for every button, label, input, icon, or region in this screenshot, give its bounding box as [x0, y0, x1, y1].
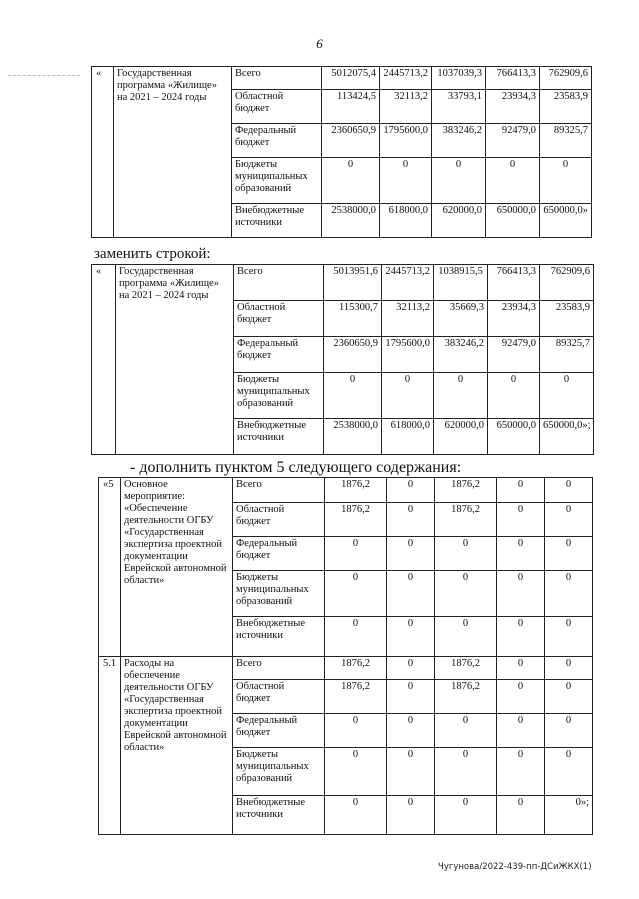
- table-cell: 1038915,5: [434, 265, 488, 301]
- table-cell: 0: [497, 537, 545, 571]
- funding-source: Бюджеты муниципальных образований: [232, 158, 322, 204]
- table-cell: 650000,0: [488, 419, 540, 455]
- table-cell: 0: [325, 617, 387, 657]
- table-cell: 0: [497, 680, 545, 714]
- table-cell: 0: [497, 503, 545, 537]
- replace-heading: заменить строкой:: [94, 246, 211, 262]
- funding-source: Всего: [232, 67, 322, 90]
- table-cell: 0: [545, 657, 593, 680]
- table-cell: 383246,2: [434, 337, 488, 373]
- table-cell: 23583,9: [540, 90, 592, 124]
- funding-source: Всего: [234, 265, 324, 301]
- table-cell: 0: [387, 680, 435, 714]
- table-cell: 618000,0: [380, 204, 432, 238]
- table-cell: 0: [324, 373, 382, 419]
- table-cell: 0: [497, 617, 545, 657]
- table-cell: 0: [435, 537, 497, 571]
- funding-source: Федеральный бюджет: [233, 537, 325, 571]
- table-cell: 618000,0: [382, 419, 434, 455]
- table-cell: 620000,0: [432, 204, 486, 238]
- funding-source: Федеральный бюджет: [234, 337, 324, 373]
- table-cell: 0: [325, 714, 387, 748]
- table-cell: 5013951,6: [324, 265, 382, 301]
- table-cell: 0: [434, 373, 488, 419]
- funding-source: Внебюджетные источники: [233, 617, 325, 657]
- table-cell: 0: [545, 680, 593, 714]
- table-cell: 0: [545, 748, 593, 796]
- table-cell: 115300,7: [324, 301, 382, 337]
- table-cell: 1876,2: [325, 503, 387, 537]
- table-cell: 2538000,0: [322, 204, 380, 238]
- table-cell: 32113,2: [382, 301, 434, 337]
- funding-source: Областной бюджет: [233, 680, 325, 714]
- table-cell: 762909,6: [540, 265, 594, 301]
- funding-source: Областной бюджет: [233, 503, 325, 537]
- table-cell: 89325,7: [540, 337, 594, 373]
- table-cell: 2360650,9: [322, 124, 380, 158]
- funding-source: Внебюджетные источники: [232, 204, 322, 238]
- table-cell: 0: [497, 748, 545, 796]
- replacement-program-table: [91, 264, 594, 455]
- table-cell: 762909,6: [540, 67, 592, 90]
- table-cell: 1876,2: [435, 657, 497, 680]
- table-cell: 0: [387, 478, 435, 503]
- table-cell: 0: [497, 478, 545, 503]
- table-cell: 0: [545, 571, 593, 617]
- table-cell: 0: [545, 503, 593, 537]
- table-cell: 0: [497, 714, 545, 748]
- row-marker: «: [92, 265, 116, 455]
- table-cell: 0: [387, 748, 435, 796]
- table-cell: 33793,1: [432, 90, 486, 124]
- table-cell: 35669,3: [434, 301, 488, 337]
- funding-source: Бюджеты муниципальных образований: [234, 373, 324, 419]
- item-name: Основное мероприятие: «Обеспечение деятельности ОГБУ «Государственная экспертиза проектной документации Еврейской автономной области»: [121, 478, 233, 657]
- document-footer: Чугунова/2022-439-пп-ДСиЖКХ(1): [438, 862, 592, 872]
- table-cell: 0: [432, 158, 486, 204]
- table-cell: 0: [382, 373, 434, 419]
- table-cell: 5012075,4: [322, 67, 380, 90]
- original-program-table: [91, 66, 592, 238]
- table-cell: 0: [387, 571, 435, 617]
- table-cell: 0: [545, 478, 593, 503]
- table-cell: 92479,0: [488, 337, 540, 373]
- table-cell: 1876,2: [325, 478, 387, 503]
- table-cell: 89325,7: [540, 124, 592, 158]
- program-name: Государственная программа «Жилище» на 2021 – 2024 годы: [116, 265, 234, 455]
- funding-source: Внебюджетные источники: [234, 419, 324, 455]
- table-cell: 1795600,0: [382, 337, 434, 373]
- table-cell: 23934,3: [486, 90, 540, 124]
- row-marker: «: [92, 67, 114, 238]
- table-cell: 766413,3: [488, 265, 540, 301]
- table-cell: 1876,2: [435, 478, 497, 503]
- table-cell: 2445713,2: [382, 265, 434, 301]
- table-cell: 0: [380, 158, 432, 204]
- table-cell: 0: [435, 796, 497, 835]
- table-cell: 0: [435, 748, 497, 796]
- item-name: Расходы на обеспечение деятельности ОГБУ «Государственная экспертиза проектной документации Еврейской автономной области»: [121, 657, 233, 835]
- table-cell: 1876,2: [435, 503, 497, 537]
- table-cell: 650000,0»;: [540, 419, 594, 455]
- table-cell: 1876,2: [325, 657, 387, 680]
- table-cell: 0: [545, 617, 593, 657]
- table-cell: 0: [540, 373, 594, 419]
- table-cell: 0: [545, 537, 593, 571]
- table-cell: 0: [387, 657, 435, 680]
- table-cell: 0: [387, 503, 435, 537]
- table-cell: 0: [488, 373, 540, 419]
- row-marker: «5: [99, 478, 121, 657]
- table-cell: 2538000,0: [324, 419, 382, 455]
- table-cell: 0»;: [545, 796, 593, 835]
- funding-source: Бюджеты муниципальных образований: [233, 748, 325, 796]
- table-cell: 0: [540, 158, 592, 204]
- table-cell: 0: [497, 657, 545, 680]
- table-cell: 0: [387, 714, 435, 748]
- table-cell: 0: [325, 571, 387, 617]
- funding-source: Областной бюджет: [234, 301, 324, 337]
- table-cell: 0: [325, 537, 387, 571]
- table-cell: 23583,9: [540, 301, 594, 337]
- table-cell: 0: [387, 617, 435, 657]
- funding-source: Федеральный бюджет: [233, 714, 325, 748]
- table-cell: 0: [325, 796, 387, 835]
- table-cell: 0: [435, 617, 497, 657]
- table-cell: 0: [497, 796, 545, 835]
- table-cell: 0: [387, 537, 435, 571]
- table-cell: 650000,0: [486, 204, 540, 238]
- table-cell: 0: [545, 714, 593, 748]
- program-name: Государственная программа «Жилище» на 2021 – 2024 годы: [114, 67, 232, 238]
- funding-source: Внебюджетные источники: [233, 796, 325, 835]
- table-cell: 1795600,0: [380, 124, 432, 158]
- table-cell: 0: [322, 158, 380, 204]
- table-cell: 113424,5: [322, 90, 380, 124]
- table-cell: 0: [325, 748, 387, 796]
- funding-source: Бюджеты муниципальных образований: [233, 571, 325, 617]
- table-cell: 650000,0»: [540, 204, 592, 238]
- page-number: 6: [316, 36, 323, 51]
- row-marker: 5.1: [99, 657, 121, 835]
- table-cell: 383246,2: [432, 124, 486, 158]
- table-cell: 0: [435, 571, 497, 617]
- table-cell: 1037039,3: [432, 67, 486, 90]
- table-cell: 32113,2: [380, 90, 432, 124]
- table-cell: 766413,3: [486, 67, 540, 90]
- table-cell: 23934,3: [488, 301, 540, 337]
- table-cell: 0: [387, 796, 435, 835]
- funding-source: Областной бюджет: [232, 90, 322, 124]
- funding-source: Федеральный бюджет: [232, 124, 322, 158]
- table-cell: 2445713,2: [380, 67, 432, 90]
- table-cell: 2360650,9: [324, 337, 382, 373]
- new-item-table: [98, 477, 593, 835]
- table-cell: 0: [435, 714, 497, 748]
- table-cell: 92479,0: [486, 124, 540, 158]
- table-cell: 620000,0: [434, 419, 488, 455]
- add-heading: - дополнить пунктом 5 следующего содержания:: [130, 459, 462, 476]
- table-cell: 1876,2: [435, 680, 497, 714]
- table-cell: 0: [486, 158, 540, 204]
- table-cell: 0: [497, 571, 545, 617]
- funding-source: Всего: [233, 657, 325, 680]
- table-cell: 1876,2: [325, 680, 387, 714]
- funding-source: Всего: [233, 478, 325, 503]
- faint-mark: [8, 75, 80, 77]
